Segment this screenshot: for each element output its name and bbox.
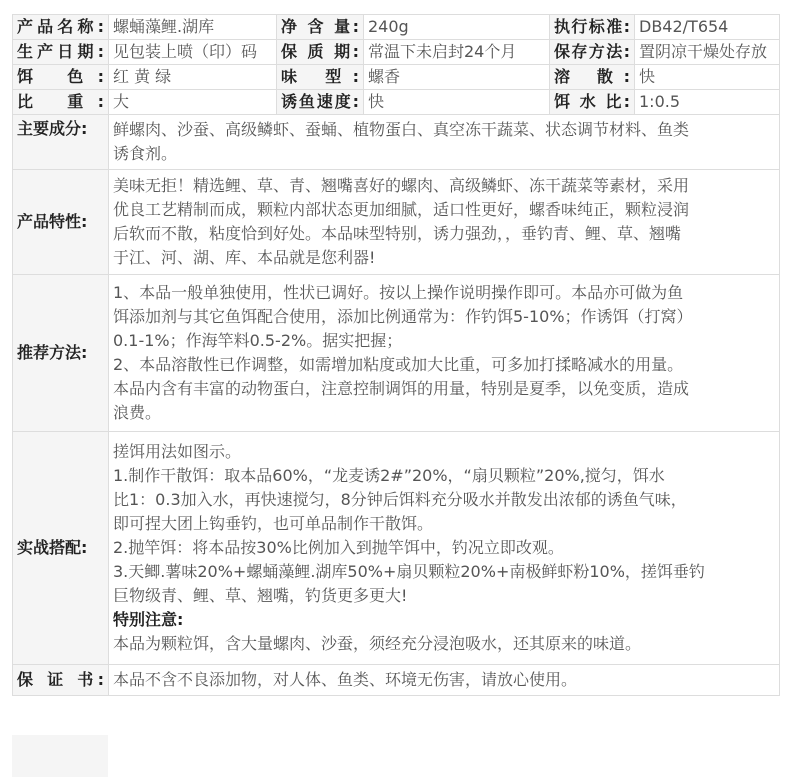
spec-row — [13, 15, 780, 40]
features-line: 优良工艺精制而成，颗粒内部状态更加细腻，适口性更好，螺香味纯正，颗粒浸润 — [113, 200, 690, 219]
label-shelf-life: 保 质 期: — [277, 40, 364, 65]
value-density: 大 — [109, 90, 277, 115]
features-line: 于江、河、湖、库、本品就是您利器! — [113, 248, 376, 267]
value-storage: 置阴凉干燥处存放 — [635, 40, 780, 65]
value-dissolve: 快 — [635, 65, 780, 90]
features-row — [13, 170, 780, 275]
practice-line: 巨物级青、鲤、草、翘嘴，钓货更多更大! — [113, 586, 408, 605]
label-production-date: 生产日期: — [13, 40, 109, 65]
label-recommended: 推荐方法: — [13, 275, 109, 432]
ingredients-line: 鲜螺肉、沙蚕、高级鳞虾、蚕蛹、植物蛋白、真空冻干蔬菜、状态调节材料、鱼类 — [113, 120, 690, 139]
value-bait-water-ratio: 1:0.5 — [635, 90, 780, 115]
features-line: 美味无拒！精选鲤、草、青、翘嘴喜好的螺肉、高级鳞虾、冻干蔬菜等素材，采用 — [113, 176, 690, 195]
label-product-name: 产品名称: — [13, 15, 109, 40]
value-shelf-life: 常温下未启封24个月 — [364, 40, 550, 65]
label-attract-speed: 诱鱼速度: — [277, 90, 364, 115]
ingredients-row — [13, 115, 780, 170]
label-storage: 保存方法: — [550, 40, 635, 65]
recommended-line: 1、本品一般单独使用，性状已调好。按以上操作说明操作即可。本品亦可做为鱼 — [113, 283, 684, 302]
practice-line: 1.制作干散饵：取本品60%，“龙麦诱2#”20%，“扇贝颗粒”20%,搅匀，饵水 — [113, 466, 665, 485]
practice-line: 比1：0.3加入水，再快速搅匀，8分钟后饵料充分吸水并散发出浓郁的诱鱼气味， — [113, 490, 687, 509]
practice-row — [13, 432, 780, 665]
recommended-line: 饵添加剂与其它鱼饵配合使用，添加比例通常为：作钓饵5-10%；作诱饵（打窝） — [113, 307, 693, 326]
spec-row — [13, 90, 780, 115]
label-features: 产品特性: — [13, 170, 109, 275]
product-spec-table — [12, 14, 780, 696]
special-note-title: 特别注意: — [113, 610, 184, 629]
label-practice: 实战搭配: — [13, 432, 109, 665]
recommended-line: 浪费。 — [113, 403, 162, 422]
features-text — [109, 170, 780, 275]
value-production-date: 见包装上喷（印）码 — [109, 40, 277, 65]
guarantee-text: 本品不含不良添加物，对人体、鱼类、环境无伤害，请放心使用。 — [109, 665, 780, 696]
ingredients-line: 诱食剂。 — [113, 144, 178, 163]
spec-row — [13, 40, 780, 65]
label-net-content: 净 含 量: — [277, 15, 364, 40]
practice-text — [109, 432, 780, 665]
value-product-name: 螺蛹藻鲤.湖库 — [109, 15, 277, 40]
value-attract-speed: 快 — [364, 90, 550, 115]
practice-line: 即可捏大团上钩垂钓，也可单品制作干散饵。 — [113, 514, 434, 533]
recommended-text — [109, 275, 780, 432]
guarantee-row — [13, 665, 780, 696]
recommended-row — [13, 275, 780, 432]
value-flavor: 螺香 — [364, 65, 550, 90]
label-density: 比 重: — [13, 90, 109, 115]
label-ingredients: 主要成分: — [13, 115, 109, 170]
recommended-line: 本品内含有丰富的动物蛋白，注意控制调饵的用量，特别是夏季，以免变质，造成 — [113, 379, 690, 398]
label-guarantee: 保 证 书: — [13, 665, 109, 696]
label-dissolve: 溶 散: — [550, 65, 635, 90]
label-bait-color: 饵 色: — [13, 65, 109, 90]
label-flavor: 味 型: — [277, 65, 364, 90]
label-bait-water-ratio: 饵 水 比: — [550, 90, 635, 115]
value-net-content: 240g — [364, 15, 550, 40]
practice-line: 搓饵用法如图示。 — [113, 442, 242, 461]
special-note-text: 本品为颗粒饵，含大量螺肉、沙蚕，须经充分浸泡吸水，还其原来的味道。 — [113, 634, 642, 653]
practice-line: 2.抛竿饵：将本品按30%比例加入到抛竿饵中，钓况立即改观。 — [113, 538, 564, 557]
spec-row — [13, 65, 780, 90]
practice-line: 3.天鲫.薯味20%+螺蛹藻鲤.湖库50%+扇贝颗粒20%+南极鲜虾粉10%，搓饵垂钓 — [113, 562, 705, 581]
features-line: 后软而不散，粘度恰到好处。本品味型特别，诱力强劲，，垂钓青、鲤、草、翘嘴 — [113, 224, 682, 243]
ingredients-text — [109, 115, 780, 170]
recommended-line: 0.1-1%；作海竿料0.5-2%。据实把握； — [113, 331, 403, 350]
label-standard: 执行标准: — [550, 15, 635, 40]
recommended-line: 2、本品溶散性已作调整，如需增加粘度或加大比重，可多加打揉略减水的用量。 — [113, 355, 684, 374]
value-bait-color: 红 黄 绿 — [109, 65, 277, 90]
value-standard: DB42/T654 — [635, 15, 780, 40]
bottom-label-strip — [12, 735, 108, 777]
